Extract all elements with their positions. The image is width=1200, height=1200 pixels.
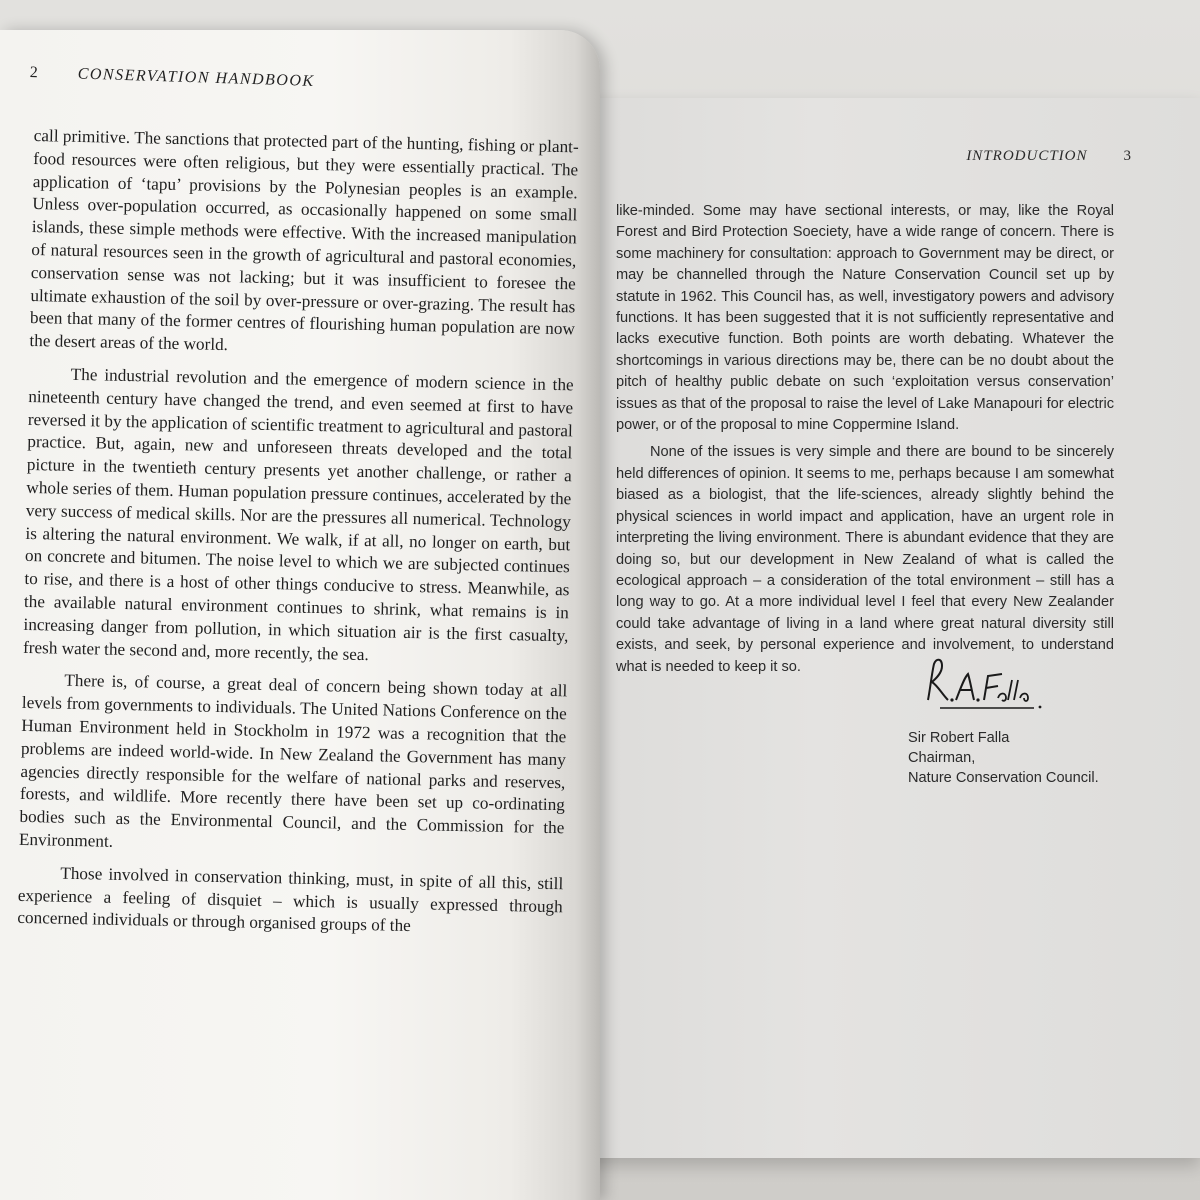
signatory-name: Sir Robert Falla	[908, 730, 1010, 746]
running-title: INTRODUCTION	[966, 148, 1088, 164]
paragraph: None of the issues is very simple and there are bound to be sincerely held differences of opinion. It seems to me, perhaps because I am somewhat biased as a biologist, that the life-sciences, already slightly behind the physical sciences in world impact and application, have an urgent role in interpreting the living environment. There is abundant evidence that they are doing so, but our development in New Zealand of what is called the ecological approach – a consideration of the total environment – still has a long way to go. At a more individual level I feel that every New Zealander could take advantage of living in a land where great natural diversity still exists, and seek, by personal experience and involvement, to understand what is needed to keep it so.	[616, 444, 1114, 675]
right-running-header	[932, 148, 1132, 165]
signatory-block	[908, 728, 1099, 788]
right-page	[560, 98, 1200, 1158]
page-number: 2	[29, 64, 38, 82]
paragraph: Those involved in conservation thinking, must, in spite of all this, still experience a feeling of disquiet – which is usually expressed through concerned individuals or through organised groups of the	[17, 863, 564, 936]
left-page-body	[17, 125, 579, 951]
left-running-header	[29, 64, 314, 91]
paragraph: like-minded. Some may have sectional interests, or may, like the Royal Forest and Bird Protection Soeciety, have a wide range of concern. There is some machinery for consultation: approach to Government may be direct, or may be channelled through the Nature Conservation Council set up by statute in 1962. This Council has, as well, investigatory powers and advisory functions. It has been suggested that it is not sufficiently representative and lacks executive function. Both points are worth debating. Whatever the shortcomings in various directions may be, there can be no doubt about the pitch of healthy public debate on such ‘exploitation versus conservation’ issues as that of the proposal to raise the level of Lake Manapouri for electric power, or of the proposal to mine Coppermine Island.	[616, 203, 1114, 434]
paragraph: There is, of course, a great deal of concern being shown today at all levels from governments to individuals. The United Nations Conference on the Human Environment held in Stockholm in 1972 was a recognition that the problems are indeed world-wide. In New Zealand the Government has many agencies directly responsible for the welfare of national parks and reserves, forests, and wildlife. More recently there have been set up co-ordinating bodies such as the Environmental Council, and the Commission for the Environment.	[18, 671, 568, 851]
paragraph: call primitive. The sanctions that protected part of the hunting, fishing or plant-food resources were often religious, but they were essentially practical. The application of ‘tapu’ provisions by the Polynesian peoples is an example. Unless over-population occurred, as occasionally happened on some small islands, these simple methods were effective. With the increased manipulation of natural resources seen in the growth of agricultural and pastoral economies, conservation sense was not lacking; but it was insufficient to foresee the ultimate exhaustion of the soil by over-pressure or over-grazing. The result has been that many of the former centres of flourishing human population are now the desert areas of the world.	[29, 125, 579, 355]
signatory-role: Chairman,	[908, 750, 976, 766]
handwritten-signature	[920, 650, 1050, 720]
signatory-organisation: Nature Conservation Council.	[908, 770, 1099, 786]
page-number: 3	[1123, 148, 1132, 164]
right-page-body	[616, 201, 1114, 684]
paragraph: The industrial revolution and the emergence of modern science in the nineteenth century have changed the trend, and even seemed at first to have reversed it by the application of scientific treatment to agricultural and pastoral practice. But, again, new and unforeseen threats developed and the total picture in the twentieth century presents yet another challenge, or rather a whole series of them. Human population pressure continues, accelerated by the very success of medical skills. Nor are the pressures all numerical. Technology is altering the natural environment. We walk, if at all, no longer on earth, but on concrete and bitumen. The noise level to which we are subjected continues to rise, and there is a host of other things conducive to stress. Meanwhile, as the available natural environment continues to shrink, what remains is in increasing danger from pollution, in which situation air is the first casualty, fresh water the second and, more recently, the sea.	[22, 364, 574, 664]
left-page	[0, 30, 600, 1200]
running-title: CONSERVATION HANDBOOK	[77, 65, 315, 90]
